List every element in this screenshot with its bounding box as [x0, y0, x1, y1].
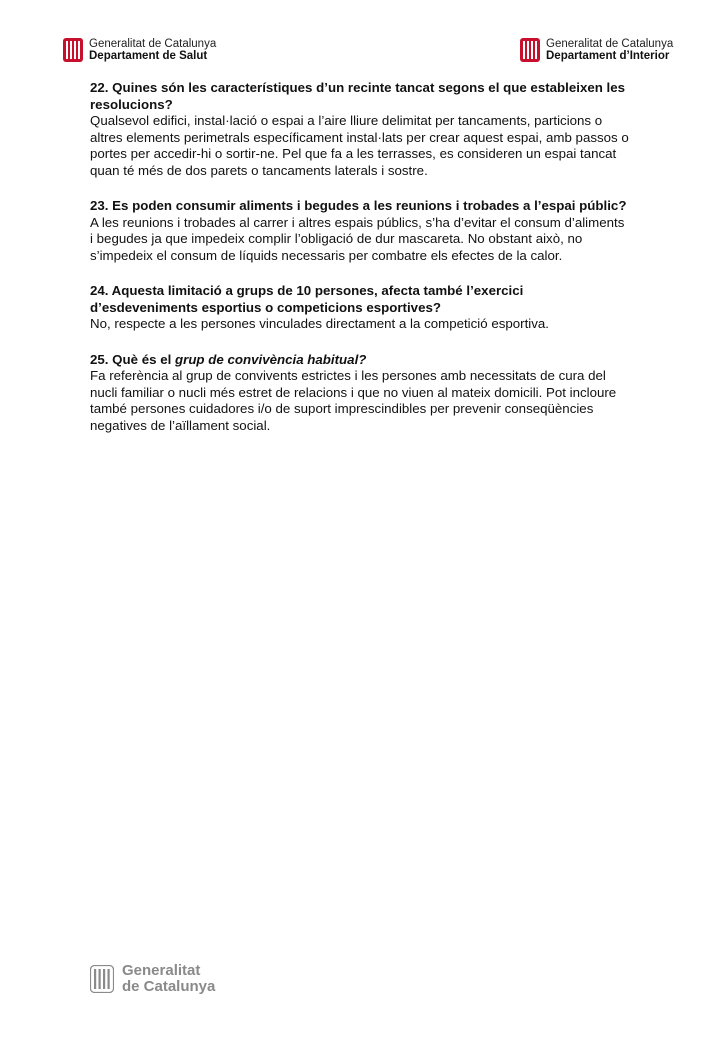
- faq-answer: Qualsevol edifici, instal·lació o espai a l’aire lliure delimitat per tancaments, particions o altres elements perimetrals específicament instal·lats per crear aquest espai, amb passos o portes per accedir-hi o sortir-ne. Pel que fa a les terrasses, es consideren un espai tancat quan té més de dos parets o tancaments laterals i sostre.: [90, 113, 629, 178]
- faq-question: 22. Quines són les característiques d’un recinte tancat segons el que estableixen les resolucions?: [90, 80, 626, 112]
- header-department-name: Departament de Salut: [89, 50, 208, 62]
- faq-question-italic: grup de convivència habitual?: [175, 351, 367, 367]
- faq-answer: No, respecte a les persones vinculades directament a la competició esportiva.: [90, 316, 549, 331]
- faq-content: [90, 80, 630, 453]
- header-department-name: Departament d’Interior: [546, 50, 670, 62]
- generalitat-logo-icon: [63, 38, 83, 62]
- faq-answer: Fa referència al grup de convivents estrictes i les persones amb necessitats de cura del nucli familiar o nucli més estret de relacions i que no viuen al mateix domicili. Pot incloure també persones cuidadores i/o de suport imprescindibles per prevenir conseqüències negatives de l’aïllament social.: [90, 368, 617, 433]
- faq-answer: A les reunions i trobades al carrer i altres espais públics, s’ha d’evitar el consum d’aliments i begudes ja que impedeix complir l’obligació de dur mascareta. No obstant això, no s’impedeix el consum de líquids necessaris per combatre els efectes de la calor.: [90, 214, 625, 263]
- header-org-name: Generalitat de Catalunya: [89, 38, 217, 50]
- faq-question: [90, 352, 630, 369]
- faq-question: 24. Aquesta limitació a grups de 10 persones, afecta també l’exercici d’esdeveniments esportius o competicions esportives?: [90, 283, 524, 315]
- footer-line-2: de Catalunya: [122, 978, 216, 995]
- faq-item-23: [90, 198, 630, 264]
- faq-item-25: [90, 352, 630, 435]
- header-interior: [520, 38, 673, 62]
- faq-item-22: [90, 80, 630, 179]
- faq-question-prefix: 25. Què és el: [90, 351, 176, 367]
- footer-logo: [90, 963, 215, 995]
- generalitat-footer-logo-icon: [90, 965, 114, 993]
- footer-line-1: Generalitat: [122, 962, 201, 979]
- header-salut: [63, 38, 216, 62]
- faq-question: 23. Es poden consumir aliments i begudes a les reunions i trobades a l’espai públic?: [90, 198, 627, 213]
- header-org-name: Generalitat de Catalunya: [546, 38, 674, 50]
- faq-item-24: [90, 283, 630, 333]
- generalitat-logo-icon: [520, 38, 540, 62]
